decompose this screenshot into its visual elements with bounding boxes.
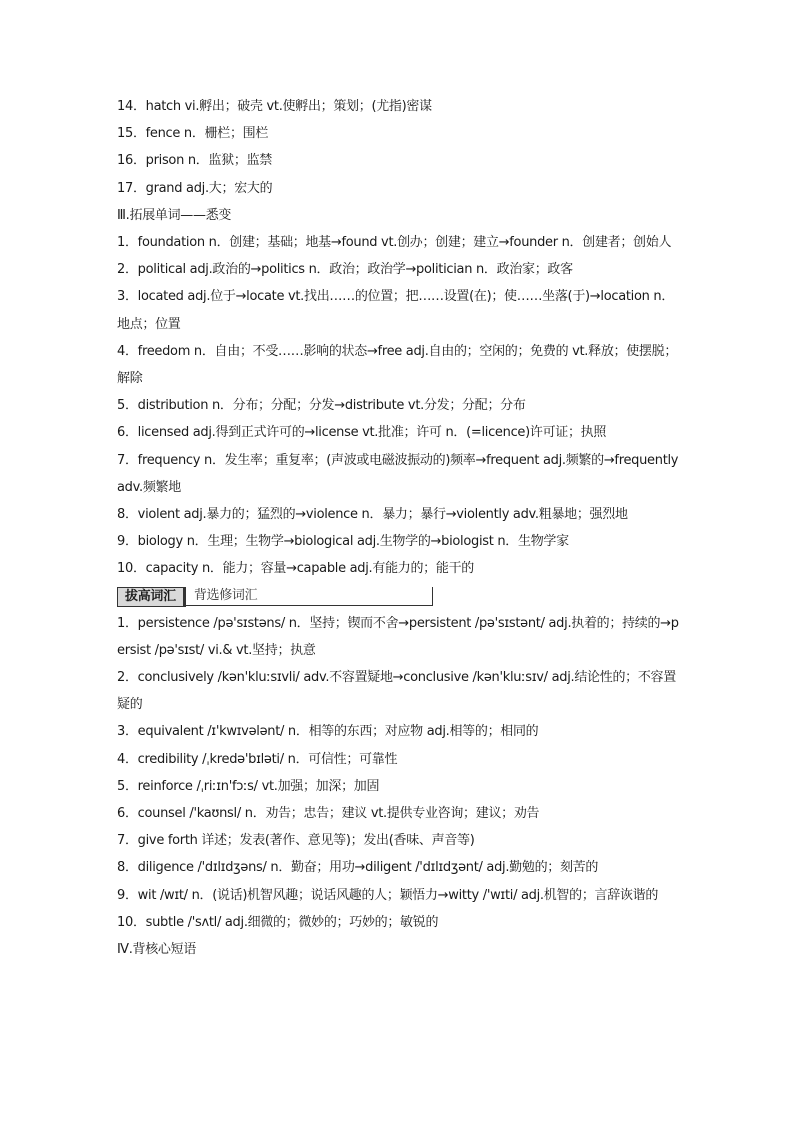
advanced-word-item: 6．counsel /'kaʊnsl/ n．劝告；忠告；建议 vt.提供专业咨询；建议；劝告 [117, 806, 540, 822]
advanced-word-item: 4．credibility /ˌkredə'bɪləti/ n．可信性；可靠性 [117, 751, 398, 767]
expanded-word-item: 4．freedom n．自由；不受……影响的状态→free adj.自由的；空闲的；免费的 vt.释放；使摆脱；解除 [117, 343, 678, 387]
advanced-word-item: 3．equivalent /ɪ'kwɪvələnt/ n．相等的东西；对应物 adj.相等的；相同的 [117, 724, 539, 740]
vocab-line: 17．grand adj.大；宏大的 [117, 180, 273, 196]
advanced-word-item: 5．reinforce /ˌriːɪn'fɔːs/ vt.加强；加深；加固 [117, 778, 380, 794]
banner-subtitle: 背选修词汇 [186, 587, 433, 606]
expanded-word-item: 3．located adj.位于→locate vt.找出……的位置；把……设置(在)；使……坐落(于)→location n．地点；位置 [117, 289, 675, 332]
advanced-word-item: 9．wit /wɪt/ n．(说话)机智风趣；说话风趣的人；颖悟力→witty /'wɪti/ adj.机智的；言辞诙谐的 [117, 887, 659, 903]
section-4-title: Ⅳ.背核心短语 [117, 942, 197, 958]
expanded-word-item: 8．violent adj.暴力的；猛烈的→violence n．暴力；暴行→violently adv.粗暴地；强烈地 [117, 507, 628, 523]
vocab-line: 16．prison n．监狱；监禁 [117, 153, 272, 169]
advanced-word-item: 1．persistence /pə'sɪstəns/ n．坚持；锲而不舍→persistent /pə'sɪstənt/ adj.执着的；持续的→persist /pə'sɪst/ vi.& vt.坚持；执意 [117, 615, 679, 658]
expanded-word-item: 5．distribution n．分布；分配；分发→distribute vt.分发；分配；分布 [117, 398, 526, 414]
vocab-line: 14．hatch vi.孵出；破壳 vt.使孵出；策划；(尤指)密谋 [117, 99, 432, 114]
section-3-title: Ⅲ.拓展单词——悉变 [117, 207, 232, 223]
advanced-word-item: 10．subtle /'sʌtl/ adj.细微的；微妙的；巧妙的；敏锐的 [117, 914, 439, 930]
advanced-word-item: 7．give forth 详述；发表(著作、意见等)；发出(香味、声音等) [117, 833, 475, 849]
banner-tag: 拔高词汇 [117, 587, 186, 607]
vocab-line: 15．fence n．栅栏；围栏 [117, 126, 269, 142]
expanded-word-item: 1．foundation n．创建；基础；地基→found vt.创办；创建；建立→founder n．创建者；创始人 [117, 235, 672, 251]
expanded-word-item: 10．capacity n．能力；容量→capable adj.有能力的；能干的 [117, 561, 474, 577]
expanded-word-item: 9．biology n．生理；生物学→biological adj.生物学的→biologist n．生物学家 [117, 534, 569, 550]
document-content [117, 93, 679, 963]
advanced-vocab-banner [117, 585, 679, 609]
expanded-word-item: 2．political adj.政治的→politics n．政治；政治学→politician n．政治家；政客 [117, 262, 573, 278]
expanded-word-item: 7．frequency n．发生率；重复率；(声波或电磁波振动的)频率→frequent adj.频繁的→frequently adv.频繁地 [117, 452, 679, 495]
advanced-word-item: 2．conclusively /kən'kluːsɪvli/ adv.不容置疑地→conclusive /kən'kluːsɪv/ adj.结论性的；不容置疑的 [117, 670, 676, 713]
advanced-word-item: 8．diligence /'dɪlɪdʒəns/ n．勤奋；用功→diligent /'dɪlɪdʒənt/ adj.勤勉的；刻苦的 [117, 860, 599, 876]
expanded-word-item: 6．licensed adj.得到正式许可的→license vt.批准；许可 n．(=licence)许可证；执照 [117, 425, 607, 441]
